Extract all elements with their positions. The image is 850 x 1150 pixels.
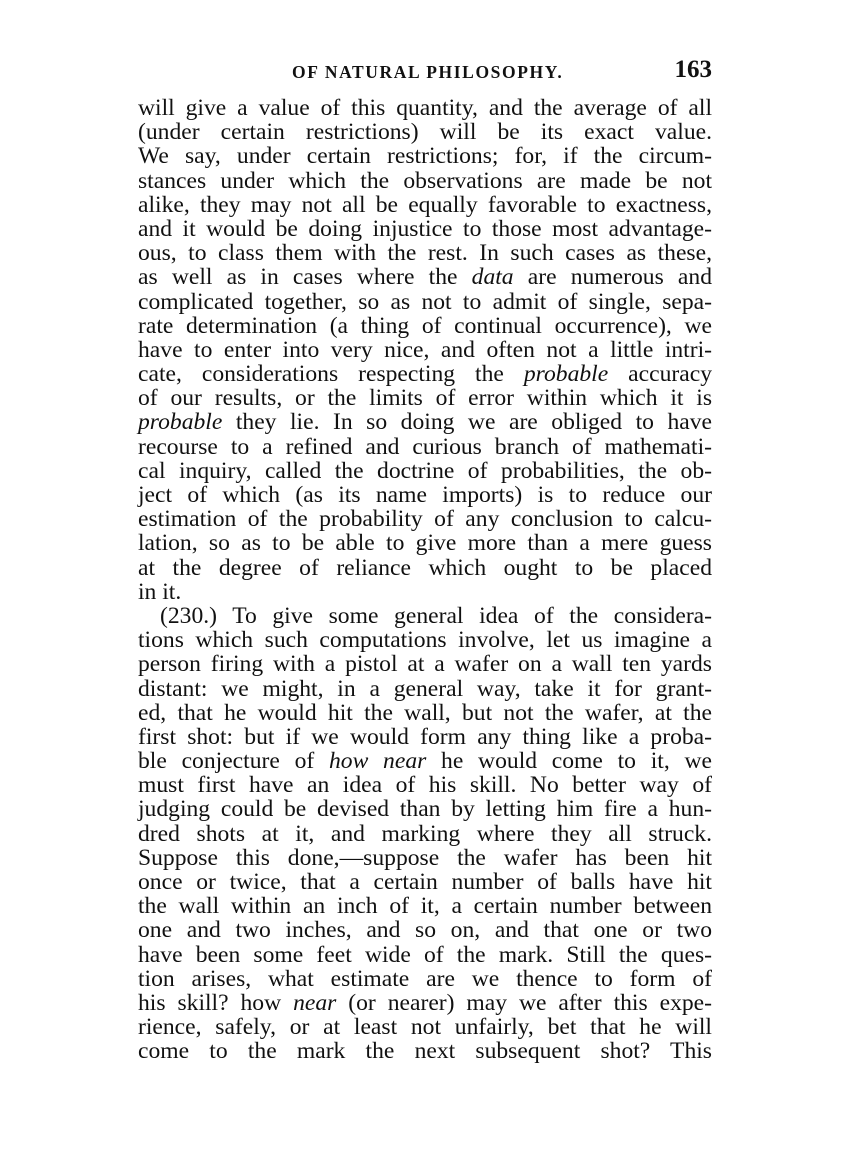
page-number: 163	[674, 56, 712, 83]
text-line: Suppose this done,—suppose the wafer has been hit	[138, 844, 712, 871]
text-line	[138, 749, 712, 773]
text-line: ject of which (as its name imports) is to reduce our	[138, 482, 712, 508]
italic-text: how near	[328, 748, 427, 775]
text-line	[138, 410, 712, 434]
text-line: in it.	[138, 578, 182, 605]
text-line: one and two inches, and so on, and that one or two	[138, 917, 712, 944]
text-line: tion arises, what estimate are we thence to form of	[138, 965, 712, 992]
text-line: must first have an idea of his skill. No better way of	[138, 772, 712, 799]
text-line: person firing with a pistol at a wafer on a wall ten yards	[138, 651, 712, 678]
italic-text: data	[471, 264, 514, 291]
text-segment: cate, considerations respecting the	[138, 361, 524, 388]
running-title: OF NATURAL PHILOSOPHY.	[292, 62, 564, 82]
text-line: come to the mark the next subsequent shot? This	[138, 1038, 712, 1065]
italic-text: probable	[523, 361, 609, 388]
text-segment: he would come to it, we	[426, 748, 712, 775]
text-line	[138, 265, 712, 289]
text-line: dred shots at it, and marking where they all struck.	[138, 820, 712, 847]
text-segment: his skill? how	[138, 989, 294, 1016]
text-line: distant: we might, in a general way, take it for grant-	[138, 675, 712, 702]
text-line: alike, they may not all be equally favorable to exactness,	[138, 191, 712, 218]
text-segment: they lie. In so doing we are obliged to have	[222, 409, 712, 436]
text-segment: are numerous and	[513, 264, 712, 291]
text-line: ed, that he would hit the wall, but not the wafer, at the	[138, 699, 712, 726]
text-line: at the degree of reliance which ought to be placed	[138, 554, 712, 581]
text-line: ous, to class them with the rest. In such cases as these,	[138, 240, 712, 267]
text-segment: (or nearer) may we after this expe-	[336, 989, 712, 1016]
text-line: (230.) To give some general idea of the considera-	[160, 602, 712, 629]
text-line: We say, under certain restrictions; for, if the circum-	[138, 143, 712, 170]
text-line: (under certain restrictions) will be its exact value.	[138, 119, 712, 146]
text-line: tions which such computations involve, let us imagine a	[138, 627, 712, 654]
text-line: have been some feet wide of the mark. Still the ques-	[138, 941, 712, 968]
italic-text: probable	[138, 409, 223, 436]
text-line: rate determination (a thing of continual occurrence), we	[138, 312, 712, 339]
text-line: will give a value of this quantity, and the average of all	[138, 95, 712, 121]
text-line: complicated together, so as not to admit of single, sepa-	[138, 288, 712, 315]
body-text	[138, 96, 712, 1064]
text-line: stances under which the observations are made be not	[138, 167, 712, 194]
text-segment: as well as in cases where the	[138, 264, 472, 291]
text-line: have to enter into very nice, and often not a little intri-	[138, 336, 712, 363]
text-segment: accuracy	[608, 361, 712, 388]
italic-text: near	[293, 989, 337, 1016]
text-line	[138, 991, 712, 1015]
text-line: estimation of the probability of any conclusion to calcu-	[138, 506, 712, 533]
text-segment: ble conjecture of	[138, 748, 329, 775]
text-line: lation, so as to be able to give more than a mere guess	[138, 530, 712, 557]
text-line	[138, 362, 712, 386]
text-line: judging could be devised than by letting him fire a hun-	[138, 796, 712, 823]
text-line: first shot: but if we would form any thing like a proba-	[138, 723, 712, 750]
running-head	[138, 58, 712, 92]
text-line: cal inquiry, called the doctrine of probabilities, the ob-	[138, 457, 712, 484]
text-line: and it would be doing injustice to those most advantage-	[138, 215, 712, 242]
text-line: once or twice, that a certain number of balls have hit	[138, 869, 712, 895]
text-line: the wall within an inch of it, a certain number between	[138, 893, 712, 920]
text-line: recourse to a refined and curious branch of mathemati-	[138, 433, 712, 460]
text-line: rience, safely, or at least not unfairly, bet that he will	[138, 1014, 712, 1041]
text-line: of our results, or the limits of error within which it is	[138, 385, 712, 412]
